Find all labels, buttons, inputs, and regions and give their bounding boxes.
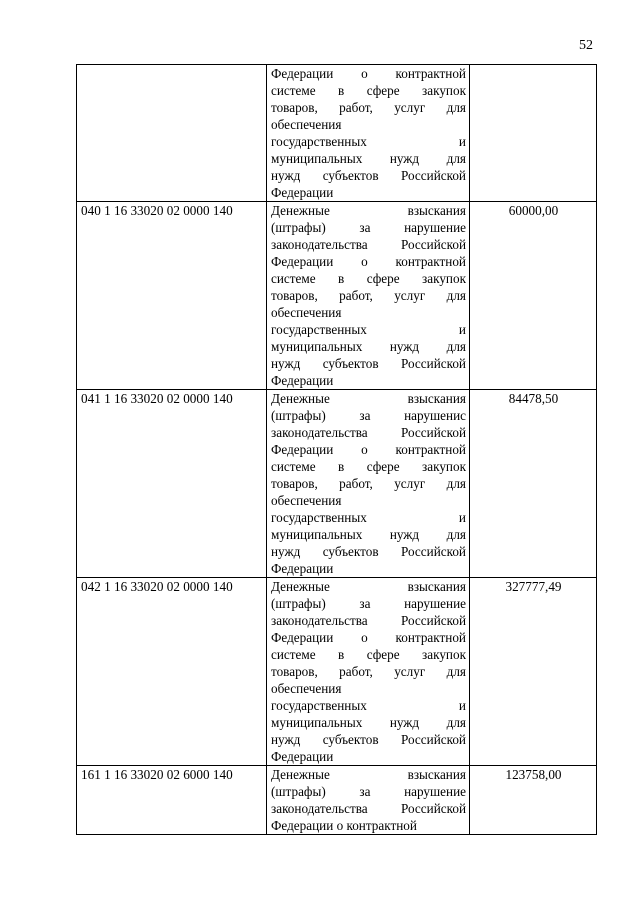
description-line: (штрафы) за нарушение — [271, 220, 466, 235]
amount-value — [470, 65, 597, 202]
table-row — [77, 65, 597, 202]
revenue-table-body — [77, 65, 597, 835]
description-line: обеспечения — [271, 117, 342, 132]
revenue-description — [267, 65, 470, 202]
description-line: муниципальных нужд для — [271, 527, 466, 542]
description-line: товаров, работ, услуг для — [271, 476, 466, 491]
description-line: Федерации о контрактной — [271, 66, 466, 81]
classification-code — [77, 65, 267, 202]
amount-value: 123758,00 — [470, 766, 597, 835]
classification-code: 040 1 16 33020 02 0000 140 — [77, 202, 267, 390]
description-line: (штрафы) за нарушенис — [271, 408, 466, 423]
description-line: нужд субъектов Российской — [271, 544, 466, 559]
description-line: обеспечения — [271, 681, 342, 696]
description-line: нужд субъектов Российской — [271, 168, 466, 183]
description-line: Денежные взыскания — [271, 391, 466, 406]
description-line: законодательства Российской — [271, 425, 466, 440]
amount-value: 84478,50 — [470, 390, 597, 578]
table-row — [77, 390, 597, 578]
table-row — [77, 202, 597, 390]
description-line: товаров, работ, услуг для — [271, 664, 466, 679]
description-line: Федерации о контрактной — [271, 630, 466, 645]
revenue-description — [267, 766, 470, 835]
description-line: обеспечения — [271, 493, 342, 508]
classification-code: 161 1 16 33020 02 6000 140 — [77, 766, 267, 835]
description-line: Федерации о контрактной — [271, 254, 466, 269]
revenue-table — [76, 64, 597, 835]
classification-code: 041 1 16 33020 02 0000 140 — [77, 390, 267, 578]
description-line: муниципальных нужд для — [271, 715, 466, 730]
description-line: законодательства Российской — [271, 613, 466, 628]
description-line: системе в сфере закупок — [271, 459, 466, 474]
description-line: Федерации — [271, 749, 334, 764]
description-line: системе в сфере закупок — [271, 647, 466, 662]
description-line: государственных и — [271, 510, 466, 525]
description-line: Денежные взыскания — [271, 203, 466, 218]
description-line: муниципальных нужд для — [271, 151, 466, 166]
table-row — [77, 766, 597, 835]
description-line: товаров, работ, услуг для — [271, 100, 466, 115]
description-line: муниципальных нужд для — [271, 339, 466, 354]
amount-value: 60000,00 — [470, 202, 597, 390]
description-line: Денежные взыскания — [271, 767, 466, 782]
description-line: системе в сфере закупок — [271, 83, 466, 98]
classification-code: 042 1 16 33020 02 0000 140 — [77, 578, 267, 766]
description-line: (штрафы) за нарушение — [271, 784, 466, 799]
description-line: государственных и — [271, 134, 466, 149]
amount-value: 327777,49 — [470, 578, 597, 766]
description-line: государственных и — [271, 698, 466, 713]
description-line: обеспечения — [271, 305, 342, 320]
revenue-description — [267, 578, 470, 766]
revenue-description — [267, 202, 470, 390]
description-line: нужд субъектов Российской — [271, 732, 466, 747]
description-line: (штрафы) за нарушение — [271, 596, 466, 611]
description-line: Федерации о контрактной — [271, 442, 466, 457]
description-line: товаров, работ, услуг для — [271, 288, 466, 303]
description-line: законодательства Российской — [271, 801, 466, 816]
description-line: государственных и — [271, 322, 466, 337]
description-line: Федерации — [271, 185, 334, 200]
description-line: Федерации — [271, 561, 334, 576]
description-line: Федерации — [271, 373, 334, 388]
description-line: нужд субъектов Российской — [271, 356, 466, 371]
page-number: 52 — [579, 38, 593, 53]
table-row — [77, 578, 597, 766]
description-line: системе в сфере закупок — [271, 271, 466, 286]
description-line: Федерации о контрактной — [271, 818, 417, 833]
description-line: законодательства Российской — [271, 237, 466, 252]
revenue-description — [267, 390, 470, 578]
description-line: Денежные взыскания — [271, 579, 466, 594]
